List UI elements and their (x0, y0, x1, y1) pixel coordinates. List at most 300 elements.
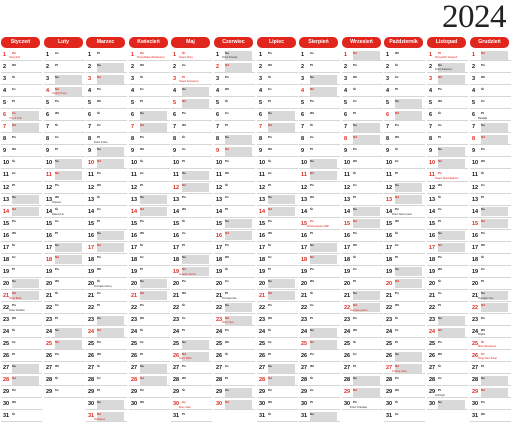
day-cell[interactable] (129, 350, 170, 362)
day-cell[interactable] (171, 350, 212, 362)
day-cell[interactable] (214, 314, 255, 326)
day-cell[interactable] (214, 290, 255, 302)
day-cell[interactable] (384, 218, 425, 230)
day-cell[interactable] (1, 254, 42, 266)
day-cell[interactable] (299, 242, 340, 254)
day-cell[interactable] (427, 278, 468, 290)
day-cell[interactable] (342, 338, 383, 350)
day-cell[interactable] (470, 157, 511, 169)
day-cell[interactable] (257, 218, 298, 230)
day-cell[interactable] (384, 266, 425, 278)
day-cell[interactable] (384, 206, 425, 218)
day-cell[interactable] (470, 386, 511, 398)
day-cell[interactable] (214, 326, 255, 338)
day-cell[interactable] (44, 266, 85, 278)
day-cell[interactable] (171, 314, 212, 326)
day-cell[interactable] (214, 362, 255, 374)
day-cell[interactable] (299, 386, 340, 398)
day-cell[interactable] (86, 133, 127, 145)
day-cell[interactable] (257, 97, 298, 109)
day-cell[interactable] (171, 362, 212, 374)
day-cell[interactable] (299, 206, 340, 218)
day-cell[interactable] (129, 278, 170, 290)
day-cell[interactable] (1, 362, 42, 374)
day-cell[interactable] (427, 338, 468, 350)
day-cell[interactable] (299, 230, 340, 242)
day-cell[interactable] (1, 206, 42, 218)
day-cell[interactable] (129, 326, 170, 338)
day-cell[interactable] (384, 278, 425, 290)
day-cell[interactable] (299, 97, 340, 109)
day-cell[interactable] (384, 61, 425, 73)
day-cell[interactable] (299, 374, 340, 386)
day-cell[interactable] (257, 338, 298, 350)
day-cell[interactable] (299, 254, 340, 266)
day-cell[interactable] (171, 206, 212, 218)
day-cell[interactable] (86, 386, 127, 398)
day-cell[interactable] (470, 218, 511, 230)
day-cell[interactable] (299, 61, 340, 73)
day-cell[interactable] (44, 254, 85, 266)
day-cell[interactable] (214, 73, 255, 85)
day-cell[interactable] (342, 230, 383, 242)
day-cell[interactable] (129, 302, 170, 314)
day-cell[interactable] (44, 374, 85, 386)
day-cell[interactable] (342, 169, 383, 181)
day-cell[interactable] (257, 182, 298, 194)
day-cell[interactable] (44, 302, 85, 314)
day-cell[interactable] (257, 73, 298, 85)
day-cell[interactable] (342, 73, 383, 85)
day-cell[interactable] (384, 121, 425, 133)
day-cell[interactable] (44, 326, 85, 338)
day-cell[interactable] (470, 194, 511, 206)
day-cell[interactable] (129, 133, 170, 145)
day-cell[interactable] (470, 73, 511, 85)
day-cell[interactable] (214, 133, 255, 145)
day-cell[interactable] (1, 338, 42, 350)
day-cell[interactable] (470, 398, 511, 410)
day-cell[interactable] (171, 278, 212, 290)
day-cell[interactable] (427, 230, 468, 242)
day-cell[interactable] (427, 350, 468, 362)
day-cell[interactable] (427, 73, 468, 85)
day-cell[interactable] (427, 169, 468, 181)
day-cell[interactable] (470, 278, 511, 290)
day-cell[interactable] (299, 314, 340, 326)
day-cell[interactable] (171, 338, 212, 350)
day-cell[interactable] (470, 230, 511, 242)
day-cell[interactable] (44, 362, 85, 374)
day-cell[interactable] (342, 97, 383, 109)
day-cell[interactable] (44, 314, 85, 326)
day-cell[interactable] (1, 73, 42, 85)
day-cell[interactable] (384, 374, 425, 386)
day-cell[interactable] (342, 362, 383, 374)
day-cell[interactable] (299, 145, 340, 157)
day-cell[interactable] (214, 278, 255, 290)
day-cell[interactable] (299, 302, 340, 314)
day-cell[interactable] (86, 362, 127, 374)
day-cell[interactable] (171, 169, 212, 181)
day-cell[interactable] (1, 109, 42, 121)
day-cell[interactable] (129, 362, 170, 374)
day-cell[interactable] (427, 194, 468, 206)
day-cell[interactable] (86, 194, 127, 206)
day-cell[interactable] (257, 350, 298, 362)
day-cell[interactable] (44, 230, 85, 242)
day-cell[interactable] (86, 242, 127, 254)
day-cell[interactable] (299, 362, 340, 374)
day-cell[interactable] (86, 73, 127, 85)
day-cell[interactable] (86, 266, 127, 278)
day-cell[interactable] (299, 194, 340, 206)
day-cell[interactable] (171, 374, 212, 386)
day-cell[interactable] (86, 326, 127, 338)
day-cell[interactable] (86, 121, 127, 133)
day-cell[interactable] (470, 206, 511, 218)
day-cell[interactable] (44, 182, 85, 194)
day-cell[interactable] (384, 73, 425, 85)
day-cell[interactable] (1, 230, 42, 242)
day-cell[interactable] (44, 290, 85, 302)
day-cell[interactable] (342, 314, 383, 326)
day-cell[interactable] (384, 386, 425, 398)
day-cell[interactable] (86, 410, 127, 422)
day-cell[interactable] (86, 182, 127, 194)
day-cell[interactable] (86, 157, 127, 169)
day-cell[interactable] (257, 314, 298, 326)
day-cell[interactable] (384, 230, 425, 242)
day-cell[interactable] (171, 145, 212, 157)
day-cell[interactable] (342, 157, 383, 169)
day-cell[interactable] (427, 302, 468, 314)
day-cell[interactable] (1, 133, 42, 145)
day-cell[interactable] (86, 85, 127, 97)
day-cell[interactable] (214, 254, 255, 266)
day-cell[interactable] (470, 109, 511, 121)
day-cell[interactable] (384, 133, 425, 145)
day-cell[interactable] (129, 49, 170, 61)
day-cell[interactable] (1, 157, 42, 169)
day-cell[interactable] (171, 73, 212, 85)
day-cell[interactable] (299, 338, 340, 350)
day-cell[interactable] (44, 386, 85, 398)
day-cell[interactable] (257, 278, 298, 290)
day-cell[interactable] (1, 61, 42, 73)
day-cell[interactable] (427, 145, 468, 157)
day-cell[interactable] (86, 290, 127, 302)
day-cell[interactable] (257, 85, 298, 97)
day-cell[interactable] (342, 49, 383, 61)
day-cell[interactable] (384, 182, 425, 194)
day-cell[interactable] (342, 326, 383, 338)
day-cell[interactable] (214, 97, 255, 109)
day-cell[interactable] (257, 49, 298, 61)
day-cell[interactable] (171, 242, 212, 254)
day-cell[interactable] (1, 398, 42, 410)
day-cell[interactable] (342, 61, 383, 73)
day-cell[interactable] (129, 194, 170, 206)
day-cell[interactable] (214, 194, 255, 206)
day-cell[interactable] (171, 97, 212, 109)
day-cell[interactable] (427, 374, 468, 386)
day-cell[interactable] (44, 121, 85, 133)
day-cell[interactable] (86, 254, 127, 266)
day-cell[interactable] (470, 49, 511, 61)
day-cell[interactable] (44, 85, 85, 97)
day-cell[interactable] (214, 85, 255, 97)
day-cell[interactable] (470, 85, 511, 97)
day-cell[interactable] (214, 109, 255, 121)
day-cell[interactable] (299, 350, 340, 362)
day-cell[interactable] (257, 230, 298, 242)
day-cell[interactable] (299, 410, 340, 422)
day-cell[interactable] (427, 61, 468, 73)
day-cell[interactable] (384, 254, 425, 266)
day-cell[interactable] (257, 386, 298, 398)
day-cell[interactable] (171, 386, 212, 398)
day-cell[interactable] (86, 230, 127, 242)
day-cell[interactable] (86, 218, 127, 230)
day-cell[interactable] (1, 218, 42, 230)
day-cell[interactable] (129, 374, 170, 386)
day-cell[interactable] (1, 97, 42, 109)
day-cell[interactable] (299, 398, 340, 410)
day-cell[interactable] (342, 278, 383, 290)
day-cell[interactable] (384, 314, 425, 326)
day-cell[interactable] (129, 61, 170, 73)
day-cell[interactable] (384, 194, 425, 206)
day-cell[interactable] (129, 121, 170, 133)
day-cell[interactable] (427, 326, 468, 338)
day-cell[interactable] (257, 398, 298, 410)
day-cell[interactable] (257, 61, 298, 73)
day-cell[interactable] (129, 266, 170, 278)
day-cell[interactable] (342, 302, 383, 314)
day-cell[interactable] (342, 374, 383, 386)
day-cell[interactable] (470, 350, 511, 362)
day-cell[interactable] (1, 266, 42, 278)
day-cell[interactable] (470, 410, 511, 422)
day-cell[interactable] (86, 302, 127, 314)
day-cell[interactable] (129, 242, 170, 254)
day-cell[interactable] (214, 157, 255, 169)
day-cell[interactable] (44, 338, 85, 350)
day-cell[interactable] (342, 398, 383, 410)
day-cell[interactable] (427, 218, 468, 230)
day-cell[interactable] (257, 362, 298, 374)
day-cell[interactable] (427, 109, 468, 121)
day-cell[interactable] (171, 410, 212, 422)
day-cell[interactable] (470, 145, 511, 157)
day-cell[interactable] (299, 326, 340, 338)
day-cell[interactable] (257, 242, 298, 254)
day-cell[interactable] (214, 398, 255, 410)
day-cell[interactable] (342, 133, 383, 145)
day-cell[interactable] (171, 157, 212, 169)
day-cell[interactable] (427, 85, 468, 97)
day-cell[interactable] (384, 302, 425, 314)
day-cell[interactable] (384, 49, 425, 61)
day-cell[interactable] (214, 374, 255, 386)
day-cell[interactable] (214, 49, 255, 61)
day-cell[interactable] (257, 121, 298, 133)
day-cell[interactable] (86, 278, 127, 290)
day-cell[interactable] (342, 145, 383, 157)
day-cell[interactable] (427, 290, 468, 302)
day-cell[interactable] (214, 145, 255, 157)
day-cell[interactable] (129, 169, 170, 181)
day-cell[interactable] (44, 61, 85, 73)
day-cell[interactable] (86, 314, 127, 326)
day-cell[interactable] (86, 350, 127, 362)
day-cell[interactable] (342, 206, 383, 218)
day-cell[interactable] (1, 410, 42, 422)
day-cell[interactable] (470, 302, 511, 314)
day-cell[interactable] (1, 194, 42, 206)
day-cell[interactable] (257, 410, 298, 422)
day-cell[interactable] (342, 218, 383, 230)
day-cell[interactable] (214, 338, 255, 350)
day-cell[interactable] (384, 145, 425, 157)
day-cell[interactable] (299, 121, 340, 133)
day-cell[interactable] (470, 169, 511, 181)
day-cell[interactable] (129, 109, 170, 121)
day-cell[interactable] (384, 290, 425, 302)
day-cell[interactable] (44, 73, 85, 85)
day-cell[interactable] (257, 194, 298, 206)
day-cell[interactable] (427, 182, 468, 194)
day-cell[interactable] (129, 386, 170, 398)
day-cell[interactable] (299, 266, 340, 278)
day-cell[interactable] (257, 157, 298, 169)
day-cell[interactable] (384, 338, 425, 350)
day-cell[interactable] (299, 218, 340, 230)
day-cell[interactable] (470, 61, 511, 73)
day-cell[interactable] (214, 386, 255, 398)
day-cell[interactable] (470, 326, 511, 338)
day-cell[interactable] (384, 85, 425, 97)
day-cell[interactable] (44, 133, 85, 145)
day-cell[interactable] (171, 49, 212, 61)
day-cell[interactable] (1, 49, 42, 61)
day-cell[interactable] (171, 194, 212, 206)
day-cell[interactable] (342, 194, 383, 206)
day-cell[interactable] (129, 254, 170, 266)
day-cell[interactable] (129, 290, 170, 302)
day-cell[interactable] (427, 242, 468, 254)
day-cell[interactable] (470, 121, 511, 133)
day-cell[interactable] (214, 61, 255, 73)
day-cell[interactable] (257, 302, 298, 314)
day-cell[interactable] (214, 350, 255, 362)
day-cell[interactable] (129, 230, 170, 242)
day-cell[interactable] (1, 182, 42, 194)
day-cell[interactable] (427, 121, 468, 133)
day-cell[interactable] (171, 85, 212, 97)
day-cell[interactable] (44, 278, 85, 290)
day-cell[interactable] (171, 230, 212, 242)
day-cell[interactable] (44, 350, 85, 362)
day-cell[interactable] (44, 97, 85, 109)
day-cell[interactable] (257, 109, 298, 121)
day-cell[interactable] (427, 133, 468, 145)
day-cell[interactable] (44, 109, 85, 121)
day-cell[interactable] (86, 145, 127, 157)
day-cell[interactable] (427, 398, 468, 410)
day-cell[interactable] (257, 254, 298, 266)
day-cell[interactable] (427, 314, 468, 326)
day-cell[interactable] (171, 398, 212, 410)
day-cell[interactable] (171, 266, 212, 278)
day-cell[interactable] (470, 362, 511, 374)
day-cell[interactable] (470, 374, 511, 386)
day-cell[interactable] (1, 121, 42, 133)
day-cell[interactable] (427, 206, 468, 218)
day-cell[interactable] (342, 350, 383, 362)
day-cell[interactable] (214, 218, 255, 230)
day-cell[interactable] (384, 398, 425, 410)
day-cell[interactable] (86, 97, 127, 109)
day-cell[interactable] (129, 218, 170, 230)
day-cell[interactable] (257, 133, 298, 145)
day-cell[interactable] (44, 145, 85, 157)
day-cell[interactable] (470, 290, 511, 302)
day-cell[interactable] (86, 398, 127, 410)
day-cell[interactable] (1, 145, 42, 157)
day-cell[interactable] (1, 326, 42, 338)
day-cell[interactable] (129, 314, 170, 326)
day-cell[interactable] (1, 350, 42, 362)
day-cell[interactable] (384, 169, 425, 181)
day-cell[interactable] (470, 266, 511, 278)
day-cell[interactable] (384, 109, 425, 121)
day-cell[interactable] (470, 97, 511, 109)
day-cell[interactable] (129, 157, 170, 169)
day-cell[interactable] (129, 182, 170, 194)
day-cell[interactable] (342, 121, 383, 133)
day-cell[interactable] (214, 206, 255, 218)
day-cell[interactable] (257, 326, 298, 338)
day-cell[interactable] (470, 133, 511, 145)
day-cell[interactable] (214, 121, 255, 133)
day-cell[interactable] (86, 109, 127, 121)
day-cell[interactable] (384, 350, 425, 362)
day-cell[interactable] (384, 157, 425, 169)
day-cell[interactable] (342, 242, 383, 254)
day-cell[interactable] (1, 85, 42, 97)
day-cell[interactable] (1, 169, 42, 181)
day-cell[interactable] (384, 97, 425, 109)
day-cell[interactable] (299, 85, 340, 97)
day-cell[interactable] (427, 386, 468, 398)
day-cell[interactable] (257, 206, 298, 218)
day-cell[interactable] (1, 302, 42, 314)
day-cell[interactable] (384, 410, 425, 422)
day-cell[interactable] (1, 386, 42, 398)
day-cell[interactable] (86, 61, 127, 73)
day-cell[interactable] (342, 182, 383, 194)
day-cell[interactable] (342, 290, 383, 302)
day-cell[interactable] (129, 97, 170, 109)
day-cell[interactable] (299, 278, 340, 290)
day-cell[interactable] (427, 97, 468, 109)
day-cell[interactable] (299, 73, 340, 85)
day-cell[interactable] (171, 109, 212, 121)
day-cell[interactable] (470, 242, 511, 254)
day-cell[interactable] (1, 290, 42, 302)
